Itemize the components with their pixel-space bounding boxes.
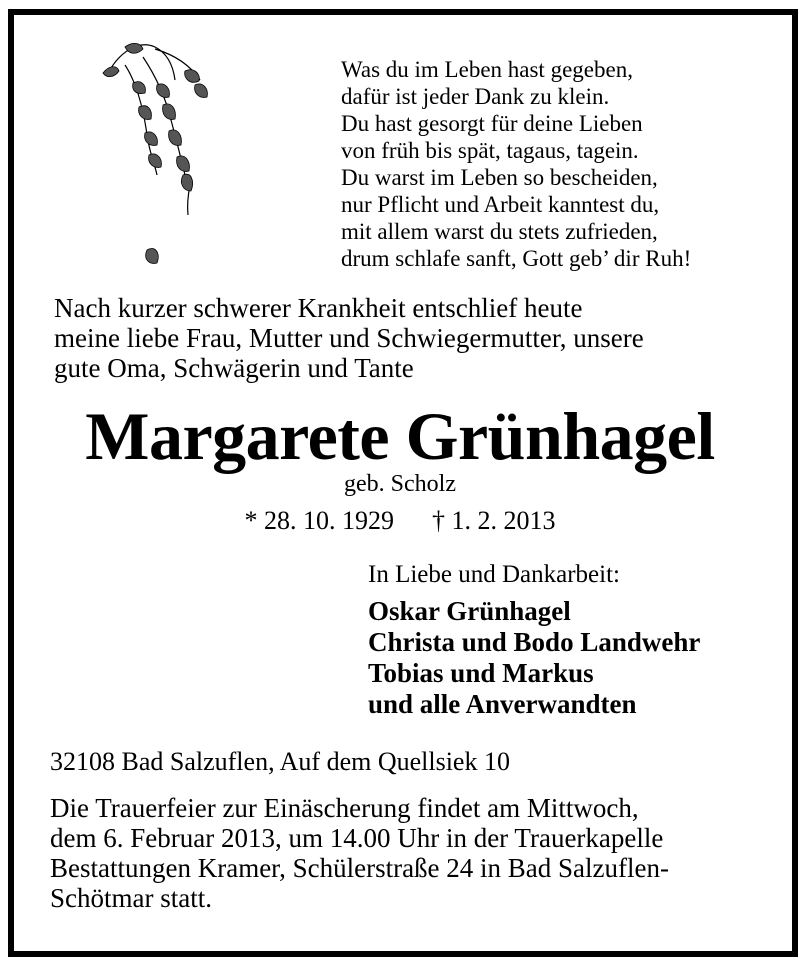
- mourner-name: Tobias und Markus: [368, 658, 594, 688]
- funeral-line: Bestattungen Kramer, Schülerstraße 24 in Bad Salzuflen-: [50, 853, 669, 883]
- mourner-name: und alle Anverwandten: [368, 689, 637, 719]
- funeral-notice: [50, 793, 669, 913]
- intro-line: Nach kurzer schwerer Krankheit entschlief heute: [54, 293, 583, 323]
- mourner-name: Christa und Bodo Landwehr: [368, 627, 701, 657]
- death-date: † 1. 2. 2013: [432, 506, 556, 535]
- poem-line: Was du im Leben hast gegeben,: [341, 57, 633, 82]
- poem-line: nur Pflicht und Arbeit kanntest du,: [341, 192, 660, 217]
- maiden-name: geb. Scholz: [344, 471, 456, 497]
- intro-text: [54, 293, 644, 383]
- life-dates: [0, 506, 800, 536]
- intro-line: meine liebe Frau, Mutter und Schwiegermutter, unsere: [54, 323, 644, 353]
- deceased-name: Margarete Grünhagel: [85, 398, 715, 474]
- poem-line: mit allem warst du stets zufrieden,: [341, 219, 658, 244]
- intro-line: gute Oma, Schwägerin und Tante: [54, 353, 414, 383]
- poem-line: drum schlafe sanft, Gott geb’ dir Ruh!: [341, 246, 692, 271]
- birth-date: * 28. 10. 1929: [244, 506, 394, 535]
- mourner-name: Oskar Grünhagel: [368, 596, 571, 626]
- poem-line: Du hast gesorgt für deine Lieben: [341, 111, 643, 136]
- signed-intro: In Liebe und Dankarbeit:: [368, 561, 620, 588]
- birch-branch-icon: [95, 35, 225, 285]
- poem: [341, 56, 691, 272]
- poem-line: von früh bis spät, tagaus, tagein.: [341, 138, 639, 163]
- poem-line: dafür ist jeder Dank zu klein.: [341, 84, 610, 109]
- address: 32108 Bad Salzuflen, Auf dem Quellsiek 10: [50, 747, 510, 776]
- mourners-list: [368, 596, 700, 720]
- poem-line: Du warst im Leben so bescheiden,: [341, 165, 658, 190]
- funeral-line: dem 6. Februar 2013, um 14.00 Uhr in der Trauerkapelle: [50, 823, 664, 853]
- funeral-line: Schötmar statt.: [50, 883, 212, 913]
- funeral-line: Die Trauerfeier zur Einäscherung findet am Mittwoch,: [50, 793, 639, 823]
